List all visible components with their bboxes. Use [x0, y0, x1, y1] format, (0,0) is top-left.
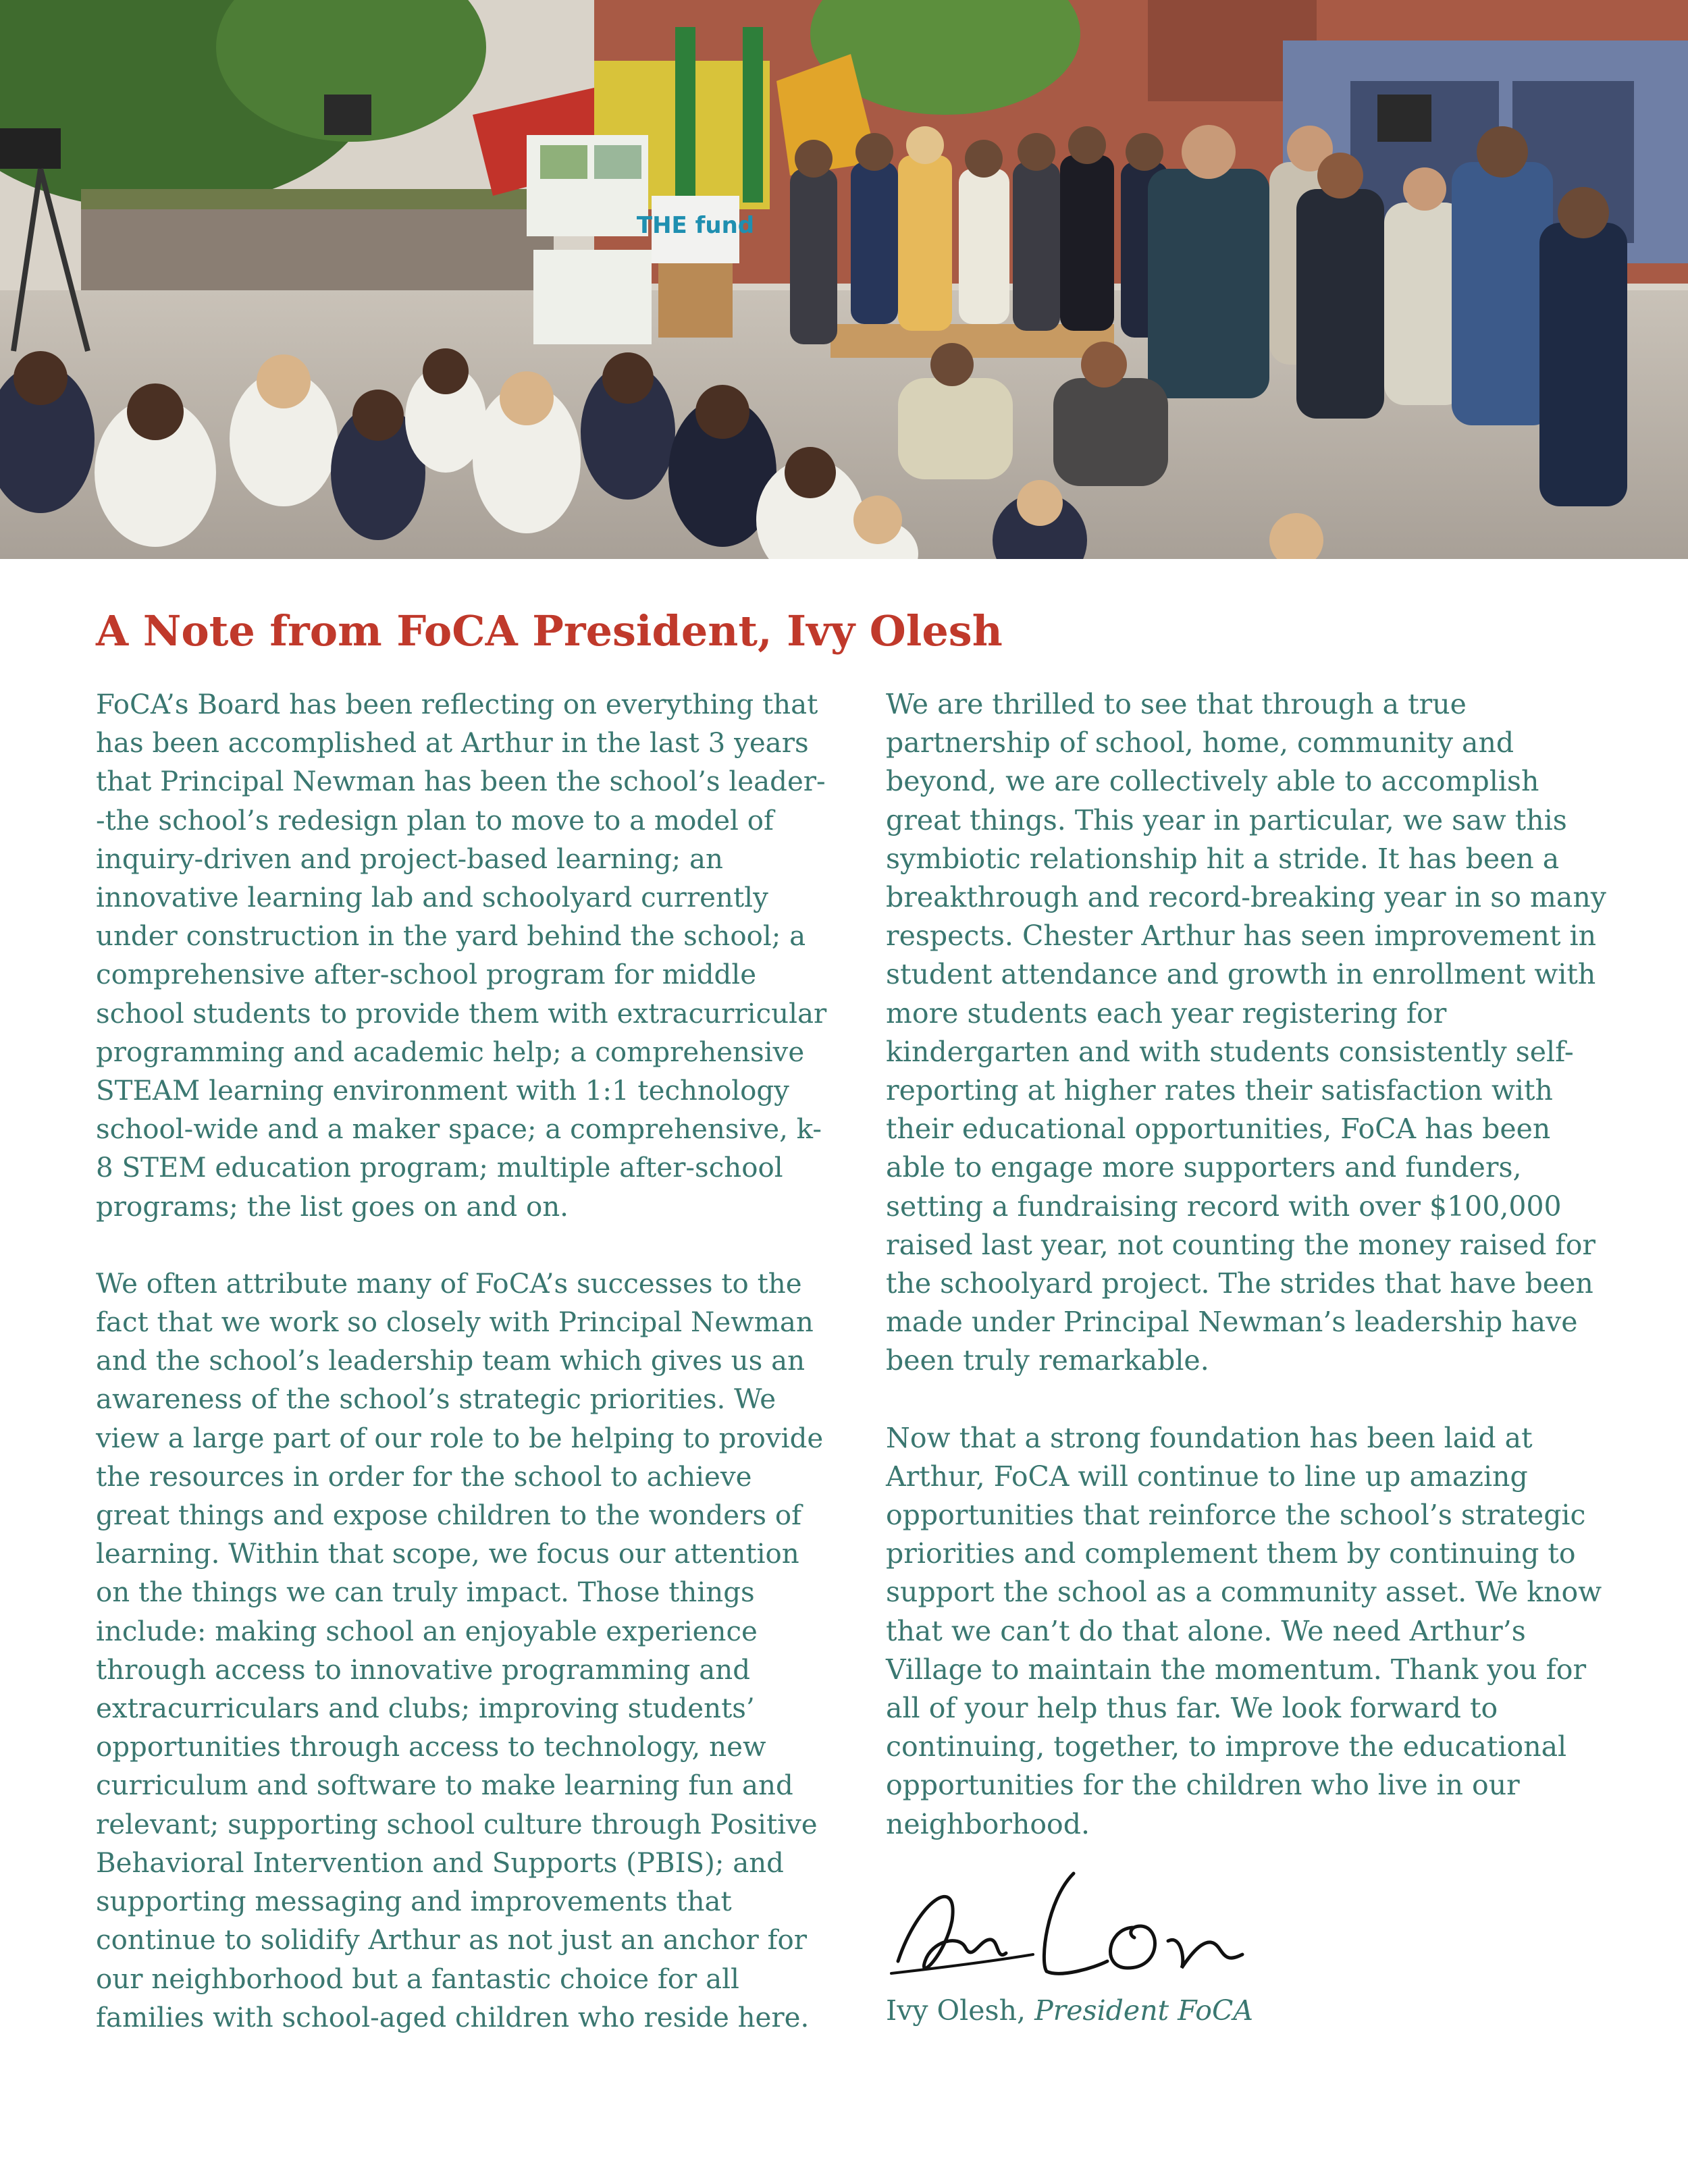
letter-heading: A Note from FoCA President, Ivy Olesh: [96, 606, 1003, 656]
paragraph: We are thrilled to see that through a true partnership of school, home, community and beyond, we are collectively able to accomplish great things. This year in particular, we saw this symbiotic relationship hit a stride. It has been a breakthrough and record-breaking year in so many respects. Chester Arthur has seen improvement in student attendance and growth in enrollment with more students each year registering for kindergarten and with students consistently self-reporting at higher rates their satisfaction with their educational opportunities, FoCA has been able to engage more supporters and funders, setting a fundraising record with over $100,000 raised last year, not counting the money raised for the schoolyard project. The strides that have been made under Principal Newman’s leadership have been truly remarkable.: [886, 688, 1606, 1377]
planter-wall: [81, 203, 554, 304]
fund-sign-text: THE fund: [636, 212, 755, 239]
left-column: [96, 685, 832, 2037]
groundbreaking-photo: [0, 0, 1688, 559]
paragraph: We often attribute many of FoCA’s successes to the fact that we work so closely with Principal Newman and the school’s leadership team which gives us an awareness of the school’s strategic priorities. We view a large part of our role to be helping to provide the resources in order for the school to achieve great things and expose children to the wonders of learning. Within that scope, we focus our attention on the things we can truly impact. Those things include: making school an enjoyable experience through access to innovative programming and extracurriculars and clubs; improving students’ opportunities through access to technology, new curriculum and software to make learning fun and relevant; supporting school culture through Positive Behavioral Intervention and Supports (PBIS); and supporting messaging and improvements that continue to solidify Arthur as not just an anchor for our neighborhood but a fantastic choice for all families with school-aged children who reside here.: [96, 1267, 824, 2033]
paragraph: FoCA’s Board has been reflecting on everything that has been accomplished at Arthur in the last 3 years that Principal Newman has been the school’s leader--the school’s redesign plan to move to a model of inquiry-driven and project-based learning; an innovative learning lab and schoolyard currently under construction in the yard behind the school; a comprehensive after-school program for middle school students to provide them with extracurricular programming and academic help; a comprehensive STEAM learning environment with 1:1 technology school-wide and a maker space; a comprehensive, k-8 STEM education program; multiple after-school programs; the list goes on and on.: [96, 689, 827, 1223]
paragraph: Now that a strong foundation has been laid at Arthur, FoCA will continue to line up amazing opportunities that reinforce the school’s strategic priorities and complement them by continuing to support the school as a community asset. We know that we can’t do that alone. We need Arthur’s Village to maintain the momentum. Thank you for all of your help thus far. We look forward to continuing, together, to improve the educational opportunities for the children who live in our neighborhood.: [886, 1421, 1602, 1840]
signer-title: President FoCA: [1034, 1994, 1253, 2027]
signature-image: [878, 1860, 1256, 1995]
right-column: [886, 685, 1618, 1844]
signer-line: [886, 1992, 1253, 2030]
signer-name: Ivy Olesh,: [886, 1994, 1026, 2027]
